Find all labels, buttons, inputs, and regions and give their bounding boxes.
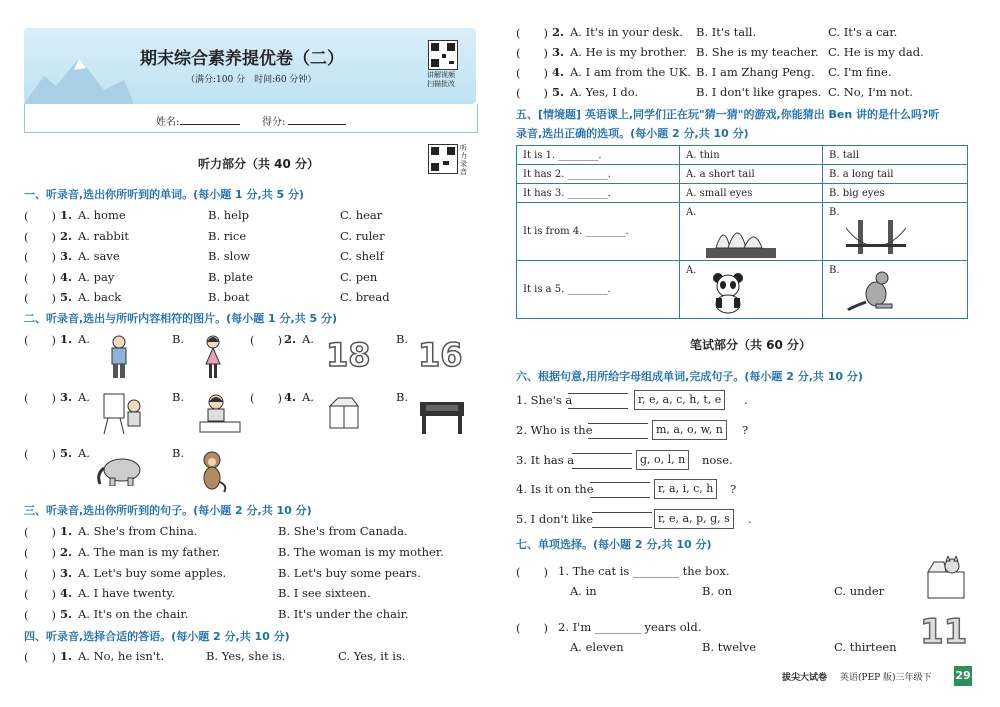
number-picture-b: 16: [418, 336, 463, 374]
option-c: C. He is my dad.: [828, 45, 924, 59]
answer-paren[interactable]: ( ): [516, 46, 548, 60]
option-a: A. Yes, I do.: [570, 85, 639, 99]
sentence-suffix: .: [748, 512, 752, 526]
right-page: [500, 0, 1000, 707]
option-c: C. No, I'm not.: [828, 85, 913, 99]
q-number: 4.: [60, 586, 73, 600]
option-a: A. I am from the UK.: [570, 65, 691, 79]
answer-paren[interactable]: ( ): [250, 391, 282, 405]
man-picture: [104, 334, 134, 380]
q-number: 4.: [552, 65, 565, 79]
answer-paren[interactable]: ( ): [516, 66, 548, 80]
table-cell: It has 3. ________.: [517, 184, 680, 203]
option-a: A. pay: [78, 270, 115, 284]
option-b: B. The woman is my mother.: [278, 545, 444, 559]
q-number: 3.: [552, 45, 565, 59]
letter-box: r, e, a, p, g, s: [654, 509, 734, 529]
q-number: 1.: [60, 649, 73, 663]
option-a: A. back: [78, 290, 122, 304]
sentence-prefix: 4. Is it on the: [516, 482, 594, 496]
listen-qr-icon: [428, 144, 458, 174]
option-a: A. Let's buy some apples.: [78, 566, 227, 580]
name-bar: [24, 104, 478, 133]
section-6-title: 六、根据句意,用所给字母组成单词,完成句子。(每小题 2 分,共 10 分): [516, 370, 863, 383]
option-a: A.: [78, 390, 90, 404]
answer-paren[interactable]: ( ): [24, 587, 56, 601]
score-field[interactable]: [288, 124, 346, 125]
q-number: 3.: [60, 249, 73, 263]
section-2-title: 二、听录音,选出与所听内容相符的图片。(每小题 1 分,共 5 分): [24, 312, 338, 325]
option-c: C. pen: [340, 270, 378, 284]
kangaroo-picture: [846, 268, 908, 312]
q-number: 2.: [552, 25, 565, 39]
sentence-prefix: 3. It has a: [516, 453, 575, 467]
qr-code-icon: [428, 40, 458, 70]
option-c: C. hear: [340, 208, 383, 222]
option-b: B. It's tall.: [696, 25, 757, 39]
option-a: A. home: [78, 208, 126, 222]
answer-paren[interactable]: ( ): [24, 209, 56, 223]
option-a: A. It's on the chair.: [78, 607, 189, 621]
option-a: A. She's from China.: [78, 524, 198, 538]
answer-paren[interactable]: ( ): [24, 650, 56, 664]
number-picture-11: 11: [920, 612, 968, 652]
left-page: [0, 0, 490, 707]
answer-paren[interactable]: ( ): [24, 291, 56, 305]
option-b: B. rice: [208, 229, 247, 243]
answer-paren[interactable]: ( ): [24, 567, 56, 581]
q-number: 4.: [60, 270, 73, 284]
answer-paren[interactable]: ( ): [24, 447, 56, 461]
table-cell: It has 2. ________.: [517, 165, 680, 184]
exam-title: 期末综合素养提优卷（二）: [140, 49, 344, 69]
option-a: A. He is my brother.: [570, 45, 687, 59]
q-number: 4.: [284, 390, 297, 404]
q-number: 3.: [60, 566, 73, 580]
q-number: 5.: [60, 446, 73, 460]
painting-boy-picture: [100, 392, 146, 436]
answer-paren[interactable]: ( ): [516, 26, 548, 40]
table-row: [517, 165, 968, 184]
option-c: C. ruler: [340, 229, 385, 243]
table-cell: B. big eyes: [823, 184, 968, 203]
sentence-suffix: .: [744, 393, 748, 407]
page-number: 29: [954, 666, 972, 686]
section-1-title: 一、听录音,选出你所听到的单词。(每小题 1 分,共 5 分): [24, 188, 305, 201]
option-a: A. I have twenty.: [78, 586, 175, 600]
option-b: B.: [396, 390, 409, 404]
letter-box: r, a, i, c, h: [654, 479, 717, 499]
girl-picture: [200, 334, 226, 380]
answer-paren[interactable]: ( ): [24, 608, 56, 622]
question-1: 1. The cat is ________ the box.: [558, 564, 730, 578]
option-a: A. in: [570, 584, 597, 598]
answer-blank[interactable]: [590, 482, 650, 498]
q-number: 3.: [60, 390, 73, 404]
table-cell: B. a long tail: [823, 165, 968, 184]
sentence-prefix: 1. She's a: [516, 393, 573, 407]
footer-course: 英语(PEP 版)三年级下: [840, 673, 932, 683]
elephant-picture: [96, 456, 148, 486]
option-c: C. thirteen: [834, 640, 897, 654]
footer-brand: 拔尖大试卷: [782, 673, 828, 683]
section-4-title: 四、听录音,选择合适的答语。(每小题 2 分,共 10 分): [24, 630, 290, 643]
section-5-title-line-1: 五、[情境题] 英语课上,同学们正在玩"猜一猜"的游戏,你能猜出 Ben 讲的是什么吗?听: [516, 108, 940, 121]
letter-box: r, e, a, c, h, t, e: [634, 390, 725, 410]
sentence-prefix: 5. I don't like: [516, 512, 594, 526]
option-b: B.: [829, 265, 840, 276]
option-b: B. Let's buy some pears.: [278, 566, 421, 580]
option-b: B. twelve: [702, 640, 757, 654]
option-b: B.: [172, 446, 185, 460]
option-b: B. on: [702, 584, 733, 598]
option-b: B.: [829, 207, 840, 218]
option-c: C. I'm fine.: [828, 65, 892, 79]
option-b: B. boat: [208, 290, 250, 304]
table-cell: A. thin: [680, 146, 823, 165]
listen-qr-caption: 听力录音: [460, 144, 467, 176]
option-a: A.: [686, 265, 697, 276]
mountain-illustration: [24, 28, 134, 104]
answer-paren[interactable]: ( ): [24, 333, 56, 347]
option-a: A.: [302, 332, 314, 346]
option-a: A. The man is my father.: [78, 545, 221, 559]
option-b: B. I am Zhang Peng.: [696, 65, 815, 79]
sentence-prefix: 2. Who is the: [516, 423, 593, 437]
question-2: 2. I'm ________ years old.: [558, 620, 702, 634]
option-b: B. Yes, she is.: [206, 649, 286, 663]
option-c: C. shelf: [340, 249, 384, 263]
written-title: 笔试部分（共 60 分）: [690, 338, 812, 352]
table-cell: It is a 5. ________.: [517, 261, 680, 319]
q-number: 5.: [60, 290, 73, 304]
answer-paren[interactable]: ( ): [516, 621, 548, 635]
table-cell: [680, 261, 823, 319]
table-row: [517, 146, 968, 165]
option-a: A. rabbit: [78, 229, 129, 243]
name-field[interactable]: [180, 124, 240, 125]
option-c: C. Yes, it is.: [338, 649, 406, 663]
q-number: 2.: [284, 332, 297, 346]
sentence-suffix: ?: [730, 482, 737, 496]
q-number: 1.: [60, 524, 73, 538]
option-a: A. save: [78, 249, 120, 263]
score-label: 得分:: [262, 117, 286, 128]
qr-caption-1: 讲解视频: [427, 71, 455, 79]
cat-in-box-picture: [924, 556, 968, 600]
answer-paren[interactable]: ( ): [24, 525, 56, 539]
option-b: B. I see sixteen.: [278, 586, 371, 600]
answer-blank[interactable]: [568, 393, 628, 409]
option-b: B. plate: [208, 270, 254, 284]
section-5-title-line-2: 录音,选出正确的选项。(每小题 2 分,共 10 分): [516, 127, 749, 140]
drawing-girl-picture: [194, 392, 242, 438]
option-b: B. She is my teacher.: [696, 45, 819, 59]
number-picture-a: 18: [326, 336, 371, 374]
listening-title: 听力部分（共 40 分）: [198, 157, 320, 171]
answer-paren[interactable]: ( ): [516, 86, 548, 100]
answer-blank[interactable]: [572, 453, 632, 469]
table-cell: A. small eyes: [680, 184, 823, 203]
table-row: [517, 184, 968, 203]
option-b: B. I don't like grapes.: [696, 85, 822, 99]
letter-box: g, o, l, n: [636, 450, 689, 470]
box-picture: [326, 396, 362, 430]
sentence-suffix: nose.: [702, 453, 733, 467]
option-a: A.: [78, 446, 90, 460]
option-a: A. eleven: [570, 640, 624, 654]
opera-house-picture: [706, 218, 776, 258]
table-cell: B. tall: [823, 146, 968, 165]
option-b: B. help: [208, 208, 250, 222]
answer-paren[interactable]: ( ): [24, 271, 56, 285]
panda-picture: [708, 270, 748, 314]
option-a: A.: [302, 390, 314, 404]
bridge-picture: [846, 216, 906, 258]
monkey-picture: [198, 450, 228, 494]
option-a: A.: [686, 207, 697, 218]
q-number: 2.: [60, 545, 73, 559]
option-a: A. It's in your desk.: [570, 25, 683, 39]
sentence-suffix: ?: [742, 423, 749, 437]
letter-box: m, a, o, w, n: [652, 420, 727, 440]
option-b: B.: [396, 332, 409, 346]
option-c: C. bread: [340, 290, 390, 304]
answer-blank[interactable]: [592, 512, 652, 528]
q-number: 1.: [60, 332, 73, 346]
answer-paren[interactable]: ( ): [250, 333, 282, 347]
answer-paren[interactable]: ( ): [24, 250, 56, 264]
answer-paren[interactable]: ( ): [24, 391, 56, 405]
q-number: 2.: [60, 229, 73, 243]
option-c: C. It's a car.: [828, 25, 898, 39]
section-3-title: 三、听录音,选出你所听到的句子。(每小题 2 分,共 10 分): [24, 504, 312, 517]
q-number: 1.: [60, 208, 73, 222]
table-cell: A. a short tail: [680, 165, 823, 184]
q-number: 5.: [60, 607, 73, 621]
answer-blank[interactable]: [588, 423, 648, 439]
option-b: B.: [172, 332, 185, 346]
option-c: C. under: [834, 584, 885, 598]
answer-paren[interactable]: ( ): [516, 565, 548, 579]
qr-caption-2: 扫描批改: [427, 80, 455, 88]
section-7-title: 七、单项选择。(每小题 2 分,共 10 分): [516, 538, 712, 551]
option-b: B. She's from Canada.: [278, 524, 408, 538]
option-b: B. slow: [208, 249, 251, 263]
table-cell: It is from 4. ________.: [517, 203, 680, 261]
option-a: A. No, he isn't.: [78, 649, 165, 663]
table-cell: It is 1. ________.: [517, 146, 680, 165]
option-b: B.: [172, 390, 185, 404]
exam-subtitle: （满分:100 分 时间:60 分钟）: [186, 75, 317, 85]
desk-picture: [418, 396, 466, 436]
option-b: B. It's under the chair.: [278, 607, 409, 621]
name-label: 姓名:: [156, 117, 180, 128]
answer-paren[interactable]: ( ): [24, 230, 56, 244]
q-number: 5.: [552, 85, 565, 99]
option-a: A.: [78, 332, 90, 346]
answer-paren[interactable]: ( ): [24, 546, 56, 560]
